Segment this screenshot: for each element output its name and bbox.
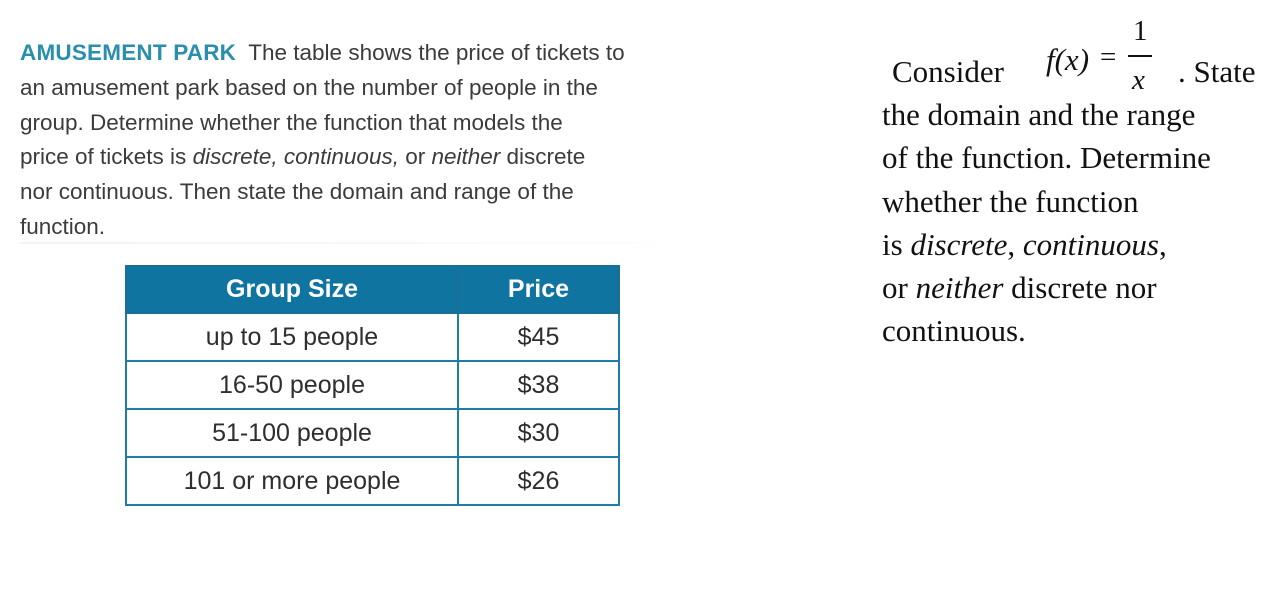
group-size-cell: 16-50 people	[126, 361, 458, 409]
table-row	[126, 409, 619, 457]
right-text-6b: discrete nor	[1003, 270, 1157, 305]
right-line-6	[882, 266, 1277, 309]
term-neither: neither	[431, 144, 501, 170]
problem-text-1: The table shows the price of tickets to	[248, 40, 625, 65]
divider	[20, 242, 730, 244]
right-line-3: of the function. Determine	[882, 140, 1211, 176]
right-text-5c: ,	[1158, 226, 1167, 262]
state-text: . State	[1178, 54, 1256, 89]
group-size-cell: 101 or more people	[126, 457, 458, 505]
reciprocal-formula	[1046, 16, 1176, 96]
problem-line-6: function.	[20, 213, 106, 239]
consider-text: Consider	[892, 54, 1004, 89]
right-line-5	[882, 223, 1277, 266]
problem-line-2: an amusement park based on the number of people in the	[20, 74, 598, 100]
formula-numerator: 1	[1133, 15, 1148, 47]
formula-equals: =	[1100, 41, 1117, 73]
term-discrete: discrete,	[192, 144, 278, 170]
price-cell: $38	[458, 361, 619, 409]
right-line-2: the domain and the range	[882, 97, 1196, 133]
ticket-price-table	[125, 265, 620, 506]
fraction-bar	[1128, 55, 1152, 57]
term-continuous: continuous,	[283, 144, 399, 170]
formula-denominator: x	[1132, 64, 1145, 96]
problem-first-line	[882, 15, 1277, 96]
problem-text-4d: discrete	[500, 144, 586, 170]
table-header-row	[126, 266, 619, 313]
header-group-size: Group Size	[126, 266, 458, 313]
price-cell: $30	[458, 409, 619, 457]
table-row	[126, 361, 619, 409]
group-size-cell: up to 15 people	[126, 313, 458, 361]
amusement-park-problem	[20, 36, 720, 245]
right-line-7: continuous.	[882, 313, 1026, 349]
problem-line-3: group. Determine whether the function that models the	[20, 109, 563, 135]
problem-text-4c: or	[398, 144, 432, 170]
table-row	[126, 313, 619, 361]
right-line-4: whether the function	[882, 183, 1139, 219]
problem-line-5: nor continuous. Then state the domain and range of the	[20, 179, 574, 205]
right-term-neither: neither	[915, 270, 1004, 305]
right-text-5a: is	[882, 226, 911, 262]
right-term-continuous: continuous	[1022, 226, 1159, 262]
formula-function: f(x)	[1046, 42, 1090, 77]
problem-line-4	[20, 140, 720, 175]
problem-text-4a: price of tickets is	[20, 144, 193, 170]
header-price: Price	[458, 266, 619, 313]
group-size-cell: 51-100 people	[126, 409, 458, 457]
price-cell: $26	[458, 457, 619, 505]
reciprocal-function-problem	[882, 15, 1277, 352]
problem-heading: AMUSEMENT PARK	[20, 40, 237, 65]
right-text-5b: ,	[1007, 226, 1023, 262]
price-cell: $45	[458, 313, 619, 361]
right-term-discrete: discrete	[910, 226, 1008, 262]
table-row	[126, 457, 619, 505]
right-text-6a: or	[882, 270, 916, 305]
problem-line-1	[20, 36, 720, 71]
